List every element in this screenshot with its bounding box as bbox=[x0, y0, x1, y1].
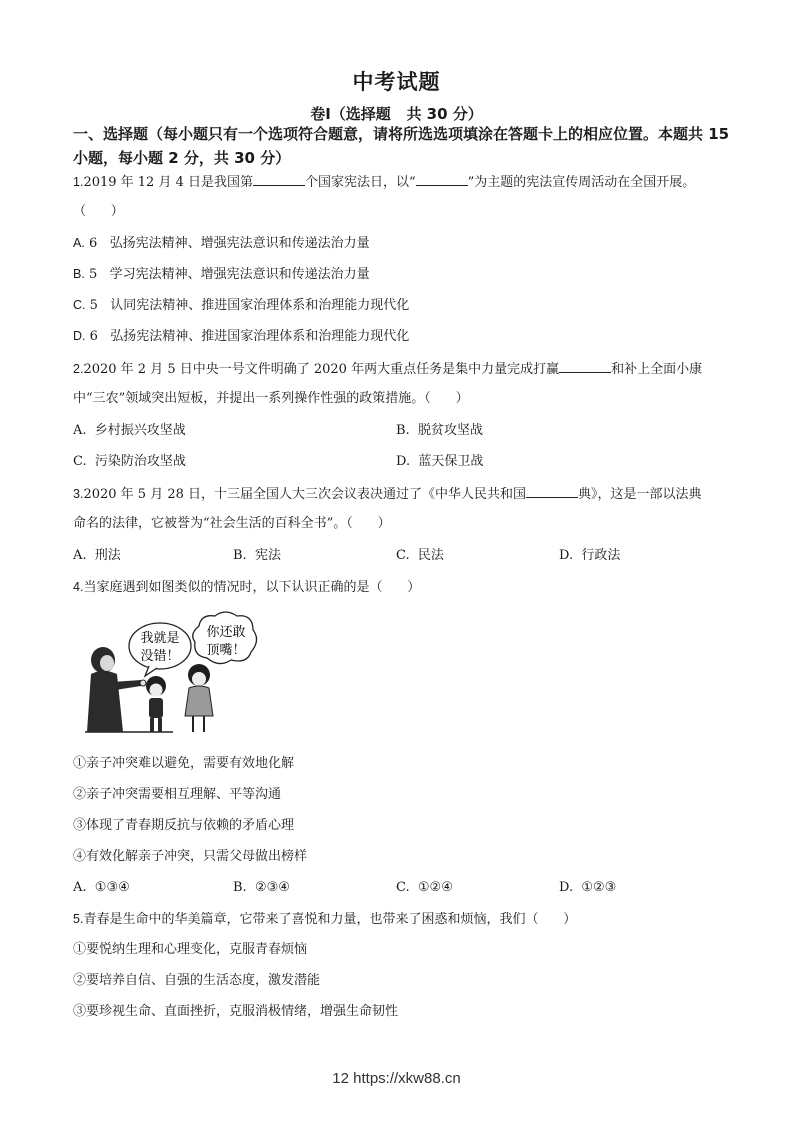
option-a bbox=[73, 421, 186, 441]
option-letter: B. bbox=[396, 423, 410, 438]
option-letter: C. bbox=[396, 880, 410, 895]
option-letter: A. bbox=[73, 423, 87, 438]
option-text: 脱贫攻坚战 bbox=[417, 423, 483, 438]
paper-subtitle: 卷Ⅰ（选择题 共 30 分） bbox=[310, 105, 483, 123]
bubble-left-line1: 我就是 bbox=[140, 631, 180, 646]
question-number: 2. bbox=[73, 362, 84, 376]
page-footer: 12 https://xkw88.cn bbox=[332, 1070, 461, 1087]
statement-4: ④有效化解亲子冲突，只需父母做出榜样 bbox=[73, 849, 308, 864]
option-c bbox=[73, 295, 409, 316]
question-text: ”为主题的宪法宣传周活动在全国开展。 bbox=[467, 175, 696, 190]
parent-child-conflict-illustration bbox=[83, 608, 263, 736]
option-c bbox=[396, 878, 453, 898]
option-a bbox=[73, 878, 130, 898]
option-text: 6 弘扬宪法精神、推进国家治理体系和治理能力现代化 bbox=[89, 329, 410, 344]
option-text: ①②③ bbox=[581, 880, 617, 895]
option-letter: C. bbox=[73, 454, 87, 469]
option-letter: D. bbox=[396, 454, 411, 469]
question-text: 2019 年 12 月 4 日是我国第 bbox=[83, 175, 253, 190]
question-text: 典》，这是一部以法典 bbox=[578, 487, 702, 502]
option-letter: A. bbox=[73, 880, 87, 895]
section-heading: 一、选择题（每小题只有一个选项符合题意，请将所选选项填涂在答题卡上的相应位置。本题共 15 小题，每小题 2 分，共 30 分） bbox=[73, 125, 730, 167]
bubble-left-line2: 没错！ bbox=[140, 649, 180, 664]
option-letter: D. bbox=[559, 880, 574, 895]
question-number: 3. bbox=[73, 487, 84, 501]
option-b bbox=[233, 546, 281, 566]
question-2-stem bbox=[73, 359, 702, 380]
option-c bbox=[73, 452, 186, 472]
fill-blank bbox=[253, 173, 305, 186]
question-4-stem bbox=[73, 577, 420, 598]
answer-paren: （ ） bbox=[73, 204, 124, 219]
option-letter: A. bbox=[73, 548, 87, 563]
option-a bbox=[73, 233, 370, 254]
option-letter: D. bbox=[73, 329, 86, 343]
option-letter: B. bbox=[233, 548, 247, 563]
statement-3: ③要珍视生命、直面挫折，克服消极情绪，增强生命韧性 bbox=[73, 1004, 399, 1019]
option-text: 行政法 bbox=[581, 548, 621, 563]
statement-1: ①亲子冲突难以避免，需要有效地化解 bbox=[73, 756, 295, 771]
option-letter: C. bbox=[73, 298, 86, 312]
fill-blank bbox=[526, 485, 578, 498]
option-a bbox=[73, 546, 121, 566]
option-b bbox=[73, 264, 370, 285]
option-text: 刑法 bbox=[94, 548, 121, 563]
option-text: 蓝天保卫战 bbox=[418, 454, 484, 469]
option-letter: B. bbox=[73, 267, 85, 281]
question-text: 个国家宪法日，以“ bbox=[305, 175, 416, 190]
option-b bbox=[396, 421, 483, 441]
option-letter: D. bbox=[559, 548, 574, 563]
option-b bbox=[233, 878, 290, 898]
statement-2: ②要培养自信、自强的生活态度，激发潜能 bbox=[73, 973, 321, 988]
fill-blank bbox=[416, 173, 468, 186]
option-d bbox=[73, 326, 409, 347]
question-5-stem bbox=[73, 909, 576, 930]
option-text: 宪法 bbox=[254, 548, 281, 563]
page-title: 中考试题 bbox=[352, 70, 441, 94]
option-d bbox=[559, 878, 616, 898]
option-letter: C. bbox=[396, 548, 410, 563]
option-text: 民法 bbox=[417, 548, 444, 563]
question-2-line2: 中“三农”领域突出短板，并提出一系列操作性强的政策措施。（ ） bbox=[73, 391, 469, 406]
question-3-stem bbox=[73, 484, 702, 505]
option-text: 6 弘扬宪法精神、增强宪法意识和传递法治力量 bbox=[88, 236, 370, 251]
statement-2: ②亲子冲突需要相互理解、平等沟通 bbox=[73, 787, 282, 802]
bubble-right-line2: 顶嘴！ bbox=[206, 643, 246, 658]
question-text: 2020 年 2 月 5 日中央一号文件明确了 2020 年两大重点任务是集中力量完成打赢 bbox=[83, 362, 560, 377]
bubble-right-line1: 你还敢 bbox=[206, 625, 246, 640]
statement-3: ③体现了青春期反抗与依赖的矛盾心理 bbox=[73, 818, 295, 833]
option-text: 5 学习宪法精神、增强宪法意识和传递法治力量 bbox=[88, 267, 370, 282]
question-number: 5. bbox=[73, 912, 84, 926]
option-text: ②③④ bbox=[254, 880, 290, 895]
option-text: 乡村振兴攻坚战 bbox=[94, 423, 186, 438]
question-number: 1. bbox=[73, 175, 84, 189]
option-d bbox=[559, 546, 620, 566]
question-3-line2: 命名的法律，它被誉为“社会生活的百科全书”。（ ） bbox=[73, 516, 391, 531]
option-text: ①②④ bbox=[417, 880, 453, 895]
question-text: 和补上全面小康 bbox=[611, 362, 703, 377]
question-number: 4. bbox=[73, 580, 84, 594]
option-text: 污染防治攻坚战 bbox=[94, 454, 186, 469]
question-text: 当家庭遇到如图类似的情况时，以下认识正确的是（ ） bbox=[83, 580, 421, 595]
option-text: ①③④ bbox=[94, 880, 130, 895]
fill-blank bbox=[559, 360, 611, 373]
question-1-stem bbox=[73, 172, 695, 193]
option-c bbox=[396, 546, 444, 566]
question-text: 青春是生命中的华美篇章，它带来了喜悦和力量，也带来了困惑和烦恼，我们（ ） bbox=[83, 912, 577, 927]
question-text: 2020 年 5 月 28 日，十三届全国人大三次会议表决通过了《中华人民共和国 bbox=[83, 487, 526, 502]
statement-1: ①要悦纳生理和心理变化，克服青春烦恼 bbox=[73, 942, 308, 957]
option-letter: A. bbox=[73, 236, 85, 250]
option-letter: B. bbox=[233, 880, 247, 895]
option-text: 5 认同宪法精神、推进国家治理体系和治理能力现代化 bbox=[89, 298, 410, 313]
option-d bbox=[396, 452, 483, 472]
